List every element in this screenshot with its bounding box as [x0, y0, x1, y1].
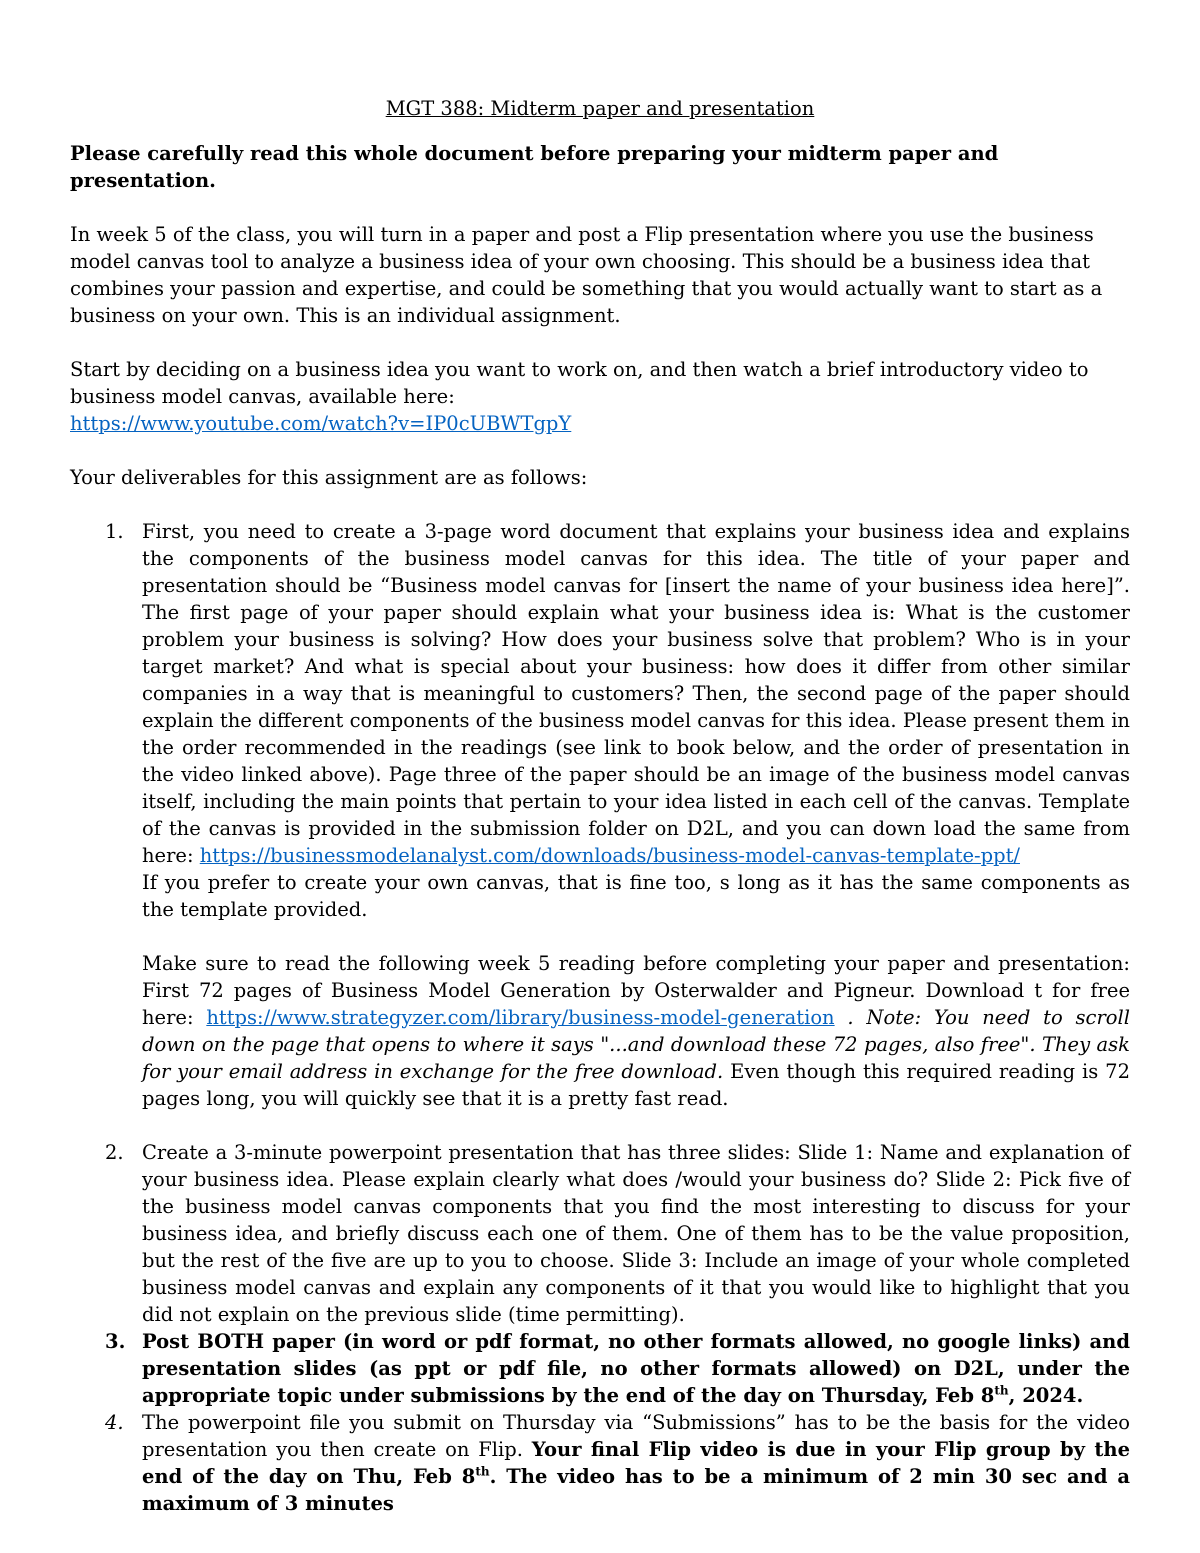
book-link[interactable]: https://www.strategyzer.com/library/business-model-generation	[206, 1006, 835, 1029]
item-bold-tail: . The video has to be a minimum of 2 min 30 sec and a maximum of 3 minutes	[142, 1465, 1131, 1515]
deliverables-list	[70, 518, 1130, 1517]
list-number: 4.	[105, 1411, 124, 1434]
list-item	[70, 518, 1130, 1112]
youtube-link[interactable]: https://www.youtube.com/watch?v=IP0cUBWTgpY	[70, 412, 572, 435]
after-note-text: Even though this required reading is 72 pages long, you will quickly see that it is a pretty fast read.	[142, 1060, 1130, 1110]
item-text-tail: , 2024.	[1008, 1384, 1084, 1407]
own-canvas-text: If you prefer to create your own canvas, that is fine too, s long as it has the same components as the template provided.	[142, 871, 1130, 921]
document-page	[70, 95, 1130, 1517]
superscript: th	[475, 1464, 490, 1479]
list-item	[70, 1409, 1130, 1517]
list-item	[70, 1328, 1130, 1409]
paragraph-overview: In week 5 of the class, you will turn in a paper and post a Flip presentation where you use the business model canvas tool to analyze a business idea of your own choosing. This should be a business idea that combines your passion and expertise, and could be something that you would actually want to start as a business on your own. This is an individual assignment.	[70, 223, 1103, 327]
list-number: 2.	[105, 1141, 124, 1164]
paragraph-video	[70, 356, 1130, 437]
item-text: First, you need to create a 3-page word document that explains your business idea and explains the components of the business model canvas for this idea. The title of your paper and presentation should be “Business model canvas for [insert the name of your business idea here]”. The first page of your paper should explain what your business idea is: What is the customer problem your business is solving? How does your business solve that problem? Who is in your target market? And what is special about your business: how does it differ from other similar companies in a way that is meaningful to customers? Then, the second page of the paper should explain the different components of the business model canvas for this idea. Please present them in the order recommended in the readings (see link to book below, and the order of presentation in the video linked above). Page three of the paper should be an image of the business model canvas itself, including the main points that pertain to your idea listed in each cell of the canvas. Template of the canvas is provided in the submission folder on D2L, and you can down load the same from here:	[142, 520, 1130, 867]
deliverables-heading: Your deliverables for this assignment are as follows:	[70, 466, 588, 489]
list-item	[70, 1139, 1130, 1328]
note-text: . Note: You need to scroll down on the page that opens to where it says "...and download these 72 pages, also free". They ask for your email address in exchange for the free download.	[142, 1006, 1130, 1083]
reading-text: Make sure to read the following week 5 reading before completing your paper and presentation: First 72 pages of Business Model Generation by Osterwalder and Pigneur. Download t for free here:	[142, 952, 1130, 1029]
item-bold-text: Your final Flip video is due in your Flip group by the end of the day on Thu, Feb 8	[142, 1438, 1130, 1488]
list-number: 1.	[105, 520, 124, 543]
template-link[interactable]: https://businessmodelanalyst.com/downloads/business-model-canvas-template-ppt/	[199, 844, 1020, 867]
superscript: th	[994, 1383, 1009, 1398]
page-title: MGT 388: Midterm paper and presentation	[385, 97, 815, 120]
list-number: 3.	[105, 1330, 126, 1353]
item-text: The powerpoint file you submit on Thursday via “Submissions” has to be the basis for the video presentation you then create on Flip.	[142, 1411, 1130, 1461]
item-text: Create a 3-minute powerpoint presentation that has three slides: Slide 1: Name and explanation of your business idea. Please explain clearly what does /would your business do? Slide 2: Pick five of the business model canvas components that you find the most interesting to discuss for your business idea, and briefly discuss each one of them. One of them has to be the value proposition, but the rest of the five are up to you to choose. Slide 3: Include an image of your whole completed business model canvas and explain any components of it that you would like to highlight that you did not explain on the previous slide (time permitting).	[142, 1141, 1130, 1326]
spacer	[70, 1112, 1130, 1139]
video-intro-text: Start by deciding on a business idea you want to work on, and then watch a brief introductory video to business model canvas, available here:	[70, 358, 1089, 408]
intro-instruction: Please carefully read this whole document before preparing your midterm paper and presentation.	[70, 142, 999, 192]
item-text: Post BOTH paper (in word or pdf format, no other formats allowed, no google links) and presentation slides (as ppt or pdf file, no other formats allowed) on D2L, under the appropriate topic under submissions by the end of the day on Thursday, Feb 8	[142, 1330, 1130, 1407]
